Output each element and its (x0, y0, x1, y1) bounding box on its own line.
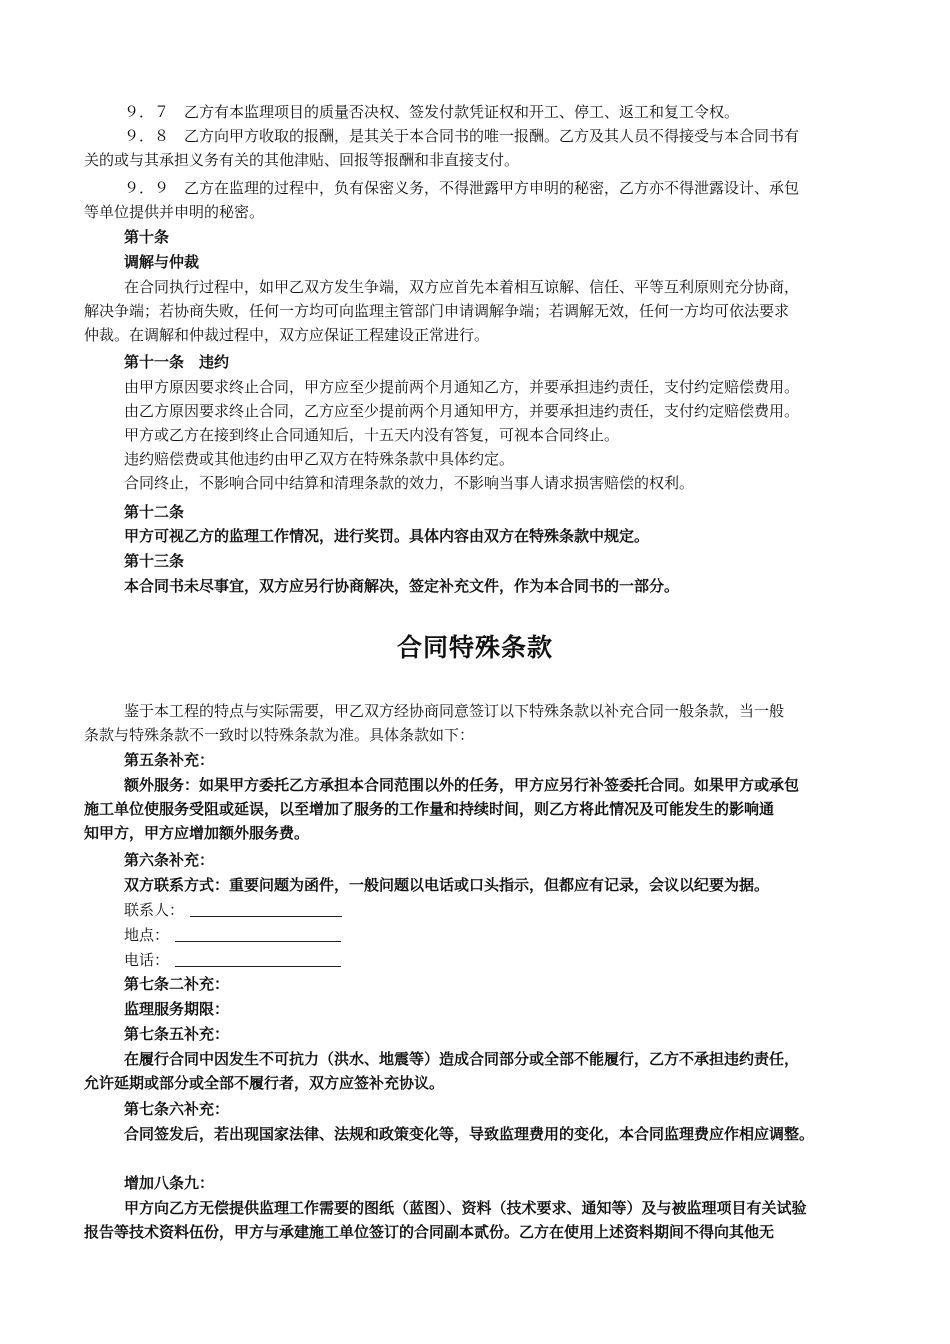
supplement-6-text: 双方联系方式：重要问题为函件，一般问题以电话或口头指示，但都应有记录，会议以纪要为据。 (124, 876, 770, 894)
article-10-heading: 第十条 (124, 228, 170, 246)
clause-9-8: ９．８ 乙方向甲方收取的报酬，是其关于本合同书的唯一报酬。乙方及其人员不得接受与本合同书有 关的或与其承担义务有关的其他津贴、回报等报酬和非直接支付。 (84, 127, 800, 169)
supplement-7-6-text: 合同签发后，若出现国家法律、法规和政策变化等，导致监理费用的变化，本合同监理费应作相应调整。 (124, 1125, 815, 1143)
clause-9-9: ９．９ 乙方在监理的过程中，负有保密义务，不得泄露甲方申明的秘密，乙方亦不得泄露设计、承包 等单位提供并申明的秘密。 (84, 179, 800, 221)
supplement-7-2-text: 监理服务期限： (124, 1000, 230, 1018)
article-10-body: 在合同执行过程中，如甲乙双方发生争端，双方应首先本着相互谅解、信任、平等互利原则充分协商， 解决争端；若协商失败，任何一方均可向监理主管部门申请调解争端；若调解无效，任何一方均可依法要求 仲裁。在调解和仲裁过程中，双方应保证工程建设正常进行。 (84, 278, 800, 344)
supplement-7-2-heading: 第七条二补充： (124, 975, 230, 993)
contact-person-blank (190, 900, 342, 917)
address-label: 地点： (124, 926, 170, 944)
contact-person-label: 联系人： (124, 901, 185, 919)
article-11-heading: 第十一条 违约 (124, 353, 230, 371)
address-row (0, 923, 950, 947)
article-12-text: 甲方可视乙方的监理工作情况，进行奖罚。具体内容由双方在特殊条款中规定。 (124, 527, 650, 545)
supplement-5-heading: 第五条补充： (124, 751, 215, 769)
supplement-5-body: 额外服务：如果甲方委托乙方承担本合同范围以外的任务，甲方应另行补签委托合同。如果甲方或承包 施工单位使服务受阻或延误，以至增加了服务的工作量和持续时间，则乙方将此情况及可能发生的影响通 知甲方，甲方应增加额外服务费。 (84, 776, 800, 842)
phone-blank (175, 950, 341, 967)
address-blank (175, 925, 341, 942)
article-13-text: 本合同书未尽事宜，双方应另行协商解决，签定补充文件，作为本合同书的一部分。 (124, 577, 680, 595)
article-11-body: 由甲方原因要求终止合同，甲方应至少提前两个月通知乙方，并要承担违约责任，支付约定赔偿费用。 由乙方原因要求终止合同，乙方应至少提前两个月通知甲方，并要承担违约责任，支付约定赔偿费用。 甲方或乙方在接到终止合同通知后，十五天内没有答复，可视本合同终止。 违约赔偿费或其他违约由甲乙双方在特殊条款中具体约定。 合同终止，不影响合同中结算和清理条款的效力，不影响当事人请求损害赔偿的权利。 (124, 378, 800, 492)
supplement-7-5-body: 在履行合同中因发生不可抗力（洪水、地震等）造成合同部分或全部不能履行，乙方不承担违约责任， 允许延期或部分或全部不履行者，双方应签补充协议。 (84, 1050, 800, 1092)
phone-label: 电话： (124, 951, 170, 969)
supplement-7-5-heading: 第七条五补充： (124, 1025, 230, 1043)
article-10-title: 调解与仲裁 (124, 253, 200, 271)
special-terms-title: 合同特殊条款 (396, 633, 553, 662)
contact-person-row (0, 898, 950, 922)
supplement-7-6-heading: 第七条六补充： (124, 1100, 230, 1118)
article-12-heading: 第十二条 (124, 503, 185, 521)
addition-8-9-body: 甲方向乙方无偿提供监理工作需要的图纸（蓝图）、资料（技术要求、通知等）及与被监理项目有关试验 报告等技术资料伍份，甲方与承建施工单位签订的合同副本贰份。乙方在使用上述资料期间不得向其他无 (84, 1199, 807, 1241)
article-13-heading: 第十三条 (124, 552, 185, 570)
special-terms-intro: 鉴于本工程的特点与实际需要，甲乙双方经协商同意签订以下特殊条款以补充合同一般条款，当一般 条款与特殊条款不一致时以特殊条款为准。具体条款如下： (84, 702, 785, 744)
supplement-6-heading: 第六条补充： (124, 851, 215, 869)
phone-row (0, 948, 950, 972)
clause-9-7: ９．７ 乙方有本监理项目的质量否决权、签发付款凭证权和开工、停工、返工和复工令权。 (124, 103, 740, 121)
addition-8-9-heading: 增加八条九： (124, 1174, 215, 1192)
